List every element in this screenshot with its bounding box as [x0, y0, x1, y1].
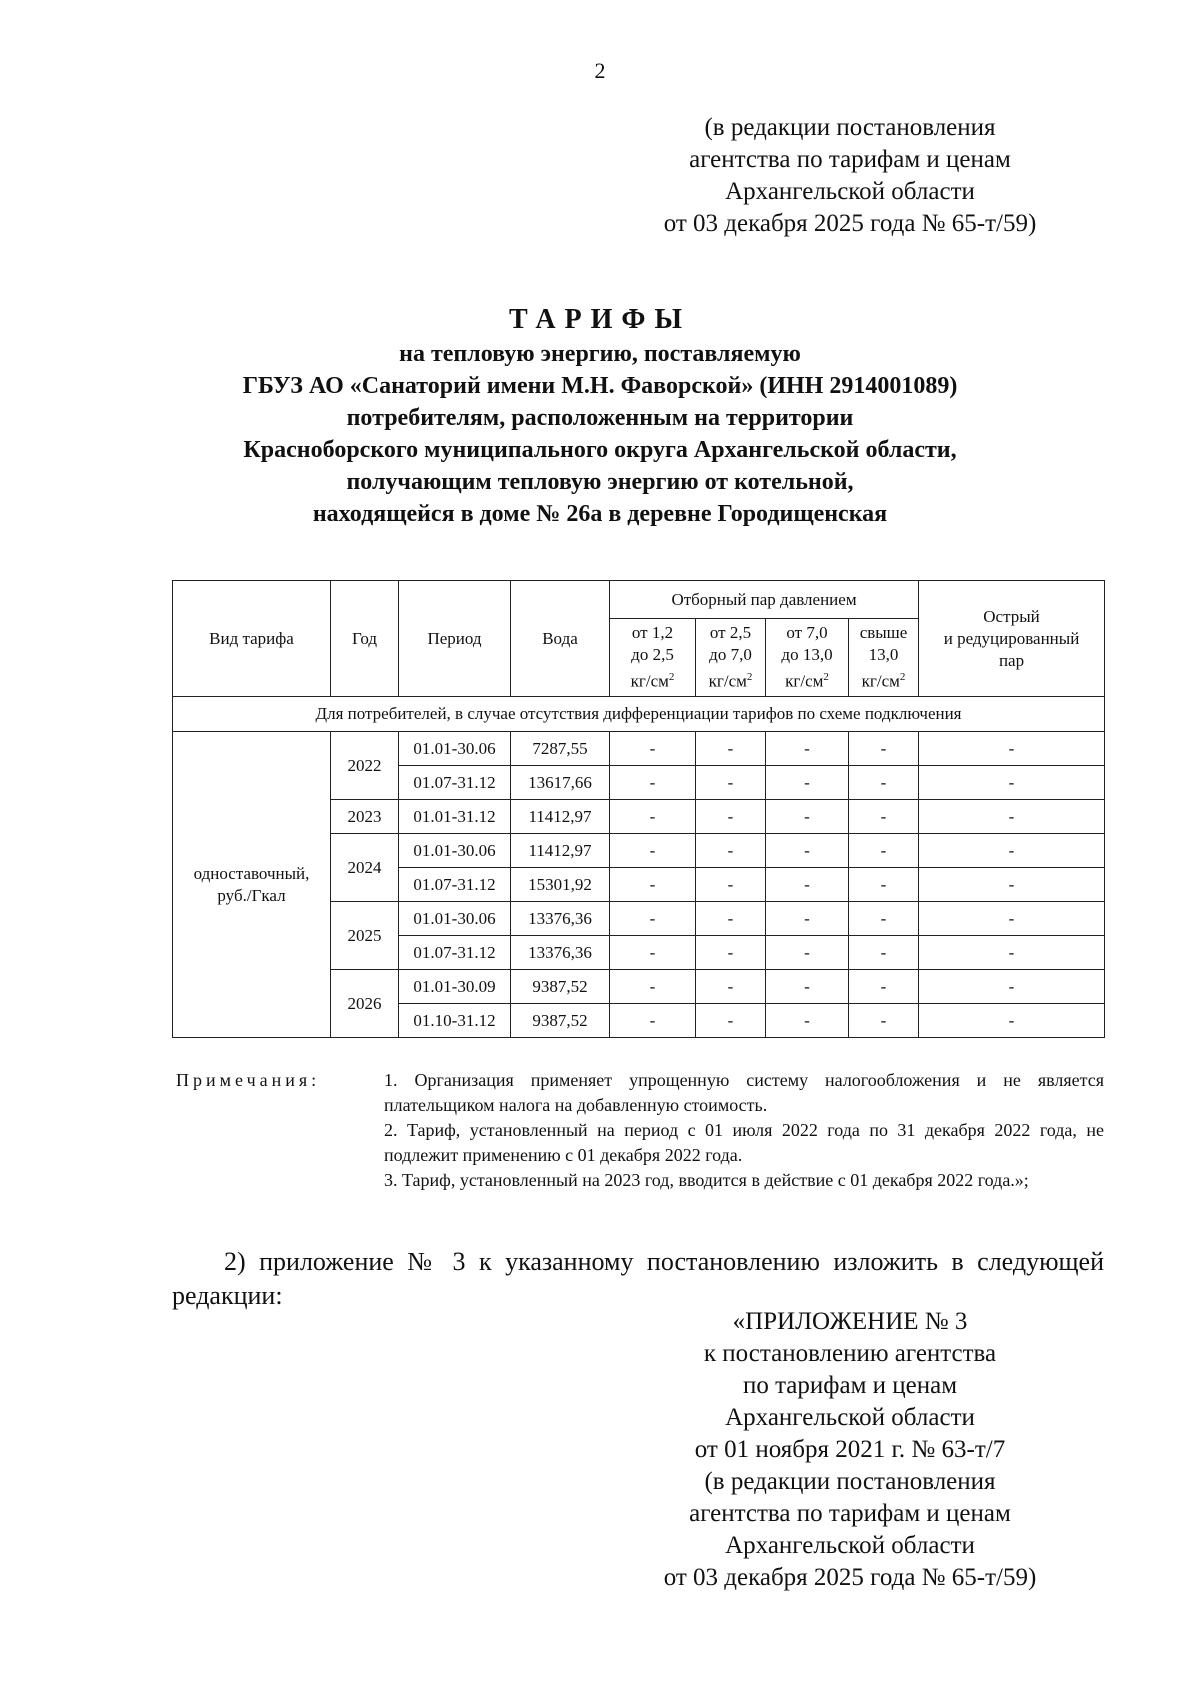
year-cell: 2022: [331, 732, 399, 800]
header-text: от 1,2: [631, 623, 674, 643]
period-cell: 01.01-30.06: [399, 902, 511, 936]
header-text: 13,0: [868, 645, 899, 665]
note-item: 1. Организация применяет упрощенную систему налогообложения и не является плательщиком налога на добавленную стоимость.: [384, 1070, 1104, 1115]
header-pressure-2: [696, 619, 766, 697]
pressure-cell: -: [610, 800, 696, 834]
steam-cell: -: [919, 936, 1105, 970]
pressure-cell: -: [696, 834, 766, 868]
note-item: 2. Тариф, установленный на период с 01 июля 2022 года по 31 декабря 2022 года, не подлежит применению с 01 декабря 2022 года.: [384, 1120, 1104, 1165]
header-pressure-4: [849, 619, 919, 697]
unit-exponent: 2: [823, 671, 829, 684]
appendix-line: к постановлению агентства: [703, 1340, 997, 1367]
appendix-line: от 03 декабря 2025 года № 65-т/59): [663, 1564, 1037, 1591]
appendix-line: (в редакции постановления: [704, 1468, 996, 1495]
unit-exponent: 2: [899, 671, 906, 684]
pressure-cell: -: [766, 800, 849, 834]
period-cell: 01.07-31.12: [399, 868, 511, 902]
edition-note-line: (в редакции постановления: [704, 114, 996, 141]
water-cell: 9387,52: [511, 970, 610, 1004]
edition-note-top: [620, 112, 1080, 240]
pressure-cell: -: [766, 766, 849, 800]
appendix-line: «ПРИЛОЖЕНИЕ № 3: [732, 1308, 968, 1335]
pressure-cell: -: [610, 970, 696, 1004]
unit-text: кг/см: [785, 671, 824, 691]
pressure-cell: -: [696, 732, 766, 766]
title-line: находящейся в доме № 26а в деревне Городищенская: [312, 501, 888, 527]
header-unit: [849, 666, 918, 693]
period-cell: 01.07-31.12: [399, 936, 511, 970]
steam-cell: -: [919, 902, 1105, 936]
header-extraction-steam: Отборный пар давлением: [610, 581, 919, 619]
pressure-cell: -: [610, 766, 696, 800]
pressure-cell: -: [610, 732, 696, 766]
header-tariff-type: Вид тарифа: [173, 581, 331, 697]
appendix-line: от 01 ноября 2021 г. № 63-т/7: [694, 1436, 1006, 1463]
pressure-cell: -: [849, 970, 919, 1004]
unit-text: кг/см: [630, 671, 669, 691]
tariff-type-text: одноставочный,: [193, 863, 310, 883]
title-line: ГБУЗ АО «Санаторий имени М.Н. Фаворской» (ИНН 2914001089): [242, 373, 958, 399]
pressure-cell: -: [696, 1004, 766, 1038]
title-line: потребителям, расположенным на территории: [346, 405, 854, 431]
pressure-cell: -: [766, 732, 849, 766]
period-cell: 01.01-31.12: [399, 800, 511, 834]
pressure-cell: -: [696, 936, 766, 970]
page-number: 2: [594, 58, 606, 83]
appendix-header: [620, 1306, 1080, 1594]
water-cell: 13376,36: [511, 936, 610, 970]
title-line: на тепловую энергию, поставляемую: [399, 341, 801, 367]
table-subheader: Для потребителей, в случае отсутствия дифференциации тарифов по схеме подключения: [173, 697, 1105, 732]
header-pressure-1: [610, 619, 696, 697]
water-cell: 9387,52: [511, 1004, 610, 1038]
unit-exponent: 2: [668, 671, 675, 684]
appendix-line: Архангельской области: [725, 1404, 975, 1431]
pressure-cell: -: [696, 800, 766, 834]
header-text: и редуцированный: [943, 628, 1080, 648]
unit-exponent: 2: [746, 671, 753, 684]
steam-cell: -: [919, 732, 1105, 766]
title-line: получающим тепловую энергию от котельной,: [346, 469, 854, 495]
period-cell: 01.10-31.12: [399, 1004, 511, 1038]
pressure-cell: -: [696, 970, 766, 1004]
pressure-cell: -: [849, 800, 919, 834]
pressure-cell: -: [696, 766, 766, 800]
pressure-cell: -: [610, 936, 696, 970]
appendix-line: Архангельской области: [725, 1532, 975, 1559]
header-text: от 2,5: [709, 623, 752, 643]
pressure-cell: -: [849, 936, 919, 970]
steam-cell: -: [919, 868, 1105, 902]
header-unit: [610, 666, 695, 693]
header-water: Вода: [511, 581, 610, 697]
notes-list: [384, 1068, 1104, 1193]
note-item: 3. Тариф, установленный на 2023 год, вводится в действие с 01 декабря 2022 года.»;: [384, 1170, 1029, 1190]
pressure-cell: -: [849, 834, 919, 868]
steam-cell: -: [919, 766, 1105, 800]
header-unit: [766, 666, 848, 693]
document-title: [0, 304, 1200, 530]
pressure-cell: -: [610, 902, 696, 936]
steam-cell: -: [919, 800, 1105, 834]
edition-note-line: от 03 декабря 2025 года № 65-т/59): [663, 210, 1037, 237]
pressure-cell: -: [766, 834, 849, 868]
header-text: до 2,5: [631, 645, 674, 665]
edition-note-line: Архангельской области: [725, 178, 975, 205]
pressure-cell: -: [766, 868, 849, 902]
edition-note-line: агентства по тарифам и ценам: [689, 146, 1011, 173]
unit-text: кг/см: [708, 671, 747, 691]
body-paragraph: 2) приложение № 3 к указанному постановлению изложить в следующей редакции:: [172, 1247, 1104, 1310]
pressure-cell: -: [849, 868, 919, 902]
tariff-type-unit: руб./Гкал: [217, 885, 286, 905]
year-cell: 2025: [331, 902, 399, 970]
header-text: до 13,0: [781, 645, 833, 665]
header-pressure-3: [766, 619, 849, 697]
table-row: [173, 732, 1105, 766]
header-text: свыше: [859, 623, 908, 643]
water-cell: 11412,97: [511, 834, 610, 868]
water-cell: 13617,66: [511, 766, 610, 800]
header-text: Острый: [983, 606, 1040, 626]
year-cell: 2026: [331, 970, 399, 1038]
pressure-cell: -: [766, 902, 849, 936]
pressure-cell: -: [766, 1004, 849, 1038]
year-cell: 2023: [331, 800, 399, 834]
year-cell: 2024: [331, 834, 399, 902]
appendix-line: по тарифам и ценам: [742, 1372, 958, 1399]
pressure-cell: -: [849, 1004, 919, 1038]
period-cell: 01.01-30.09: [399, 970, 511, 1004]
steam-cell: -: [919, 1004, 1105, 1038]
pressure-cell: -: [766, 936, 849, 970]
tariff-type-cell: [173, 732, 331, 1038]
pressure-cell: -: [696, 868, 766, 902]
pressure-cell: -: [610, 834, 696, 868]
tariff-table: [172, 580, 1105, 1038]
pressure-cell: -: [849, 766, 919, 800]
header-period: Период: [399, 581, 511, 697]
pressure-cell: -: [766, 970, 849, 1004]
header-sharp-steam: [919, 581, 1105, 697]
header-year: Год: [331, 581, 399, 697]
title-line: Красноборского муниципального округа Архангельской области,: [243, 437, 957, 463]
pressure-cell: -: [610, 868, 696, 902]
notes-label: Примечания:: [176, 1070, 321, 1090]
pressure-cell: -: [696, 902, 766, 936]
pressure-cell: -: [849, 902, 919, 936]
header-text: от 7,0: [786, 623, 828, 643]
header-text: пар: [998, 650, 1025, 670]
unit-text: кг/см: [861, 671, 900, 691]
header-unit: [696, 666, 765, 693]
water-cell: 7287,55: [511, 732, 610, 766]
period-cell: 01.07-31.12: [399, 766, 511, 800]
header-text: до 7,0: [709, 645, 752, 665]
steam-cell: -: [919, 970, 1105, 1004]
pressure-cell: -: [849, 732, 919, 766]
period-cell: 01.01-30.06: [399, 732, 511, 766]
main-title: ТАРИФЫ: [509, 304, 691, 335]
pressure-cell: -: [610, 1004, 696, 1038]
period-cell: 01.01-30.06: [399, 834, 511, 868]
steam-cell: -: [919, 834, 1105, 868]
water-cell: 11412,97: [511, 800, 610, 834]
water-cell: 13376,36: [511, 902, 610, 936]
water-cell: 15301,92: [511, 868, 610, 902]
appendix-line: агентства по тарифам и ценам: [689, 1500, 1011, 1527]
